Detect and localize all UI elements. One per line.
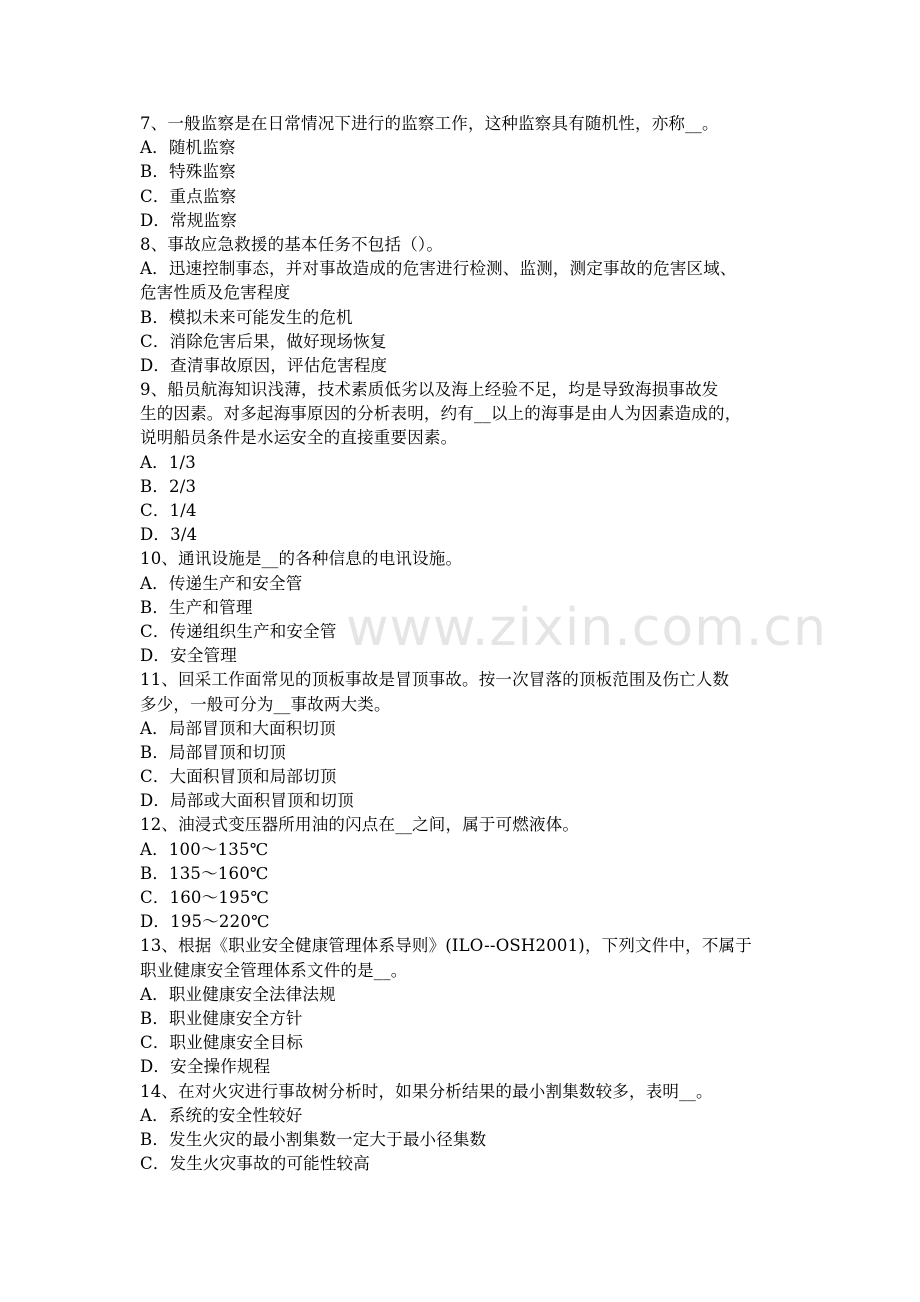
text-line: B．特殊监察 <box>140 162 236 182</box>
text-line: 8、事故应急救援的基本任务不包括（）。 <box>140 234 444 254</box>
text-line: A．100～135℃ <box>140 839 269 859</box>
text-line: 职业健康安全管理体系文件的是__。 <box>140 960 408 980</box>
text-line: B．2/3 <box>140 476 197 496</box>
text-line: C．传递组织生产和安全管 <box>140 621 337 641</box>
text-line: B．模拟未来可能发生的危机 <box>140 307 353 327</box>
text-line: 14、在对火灾进行事故树分析时，如果分析结果的最小割集数较多，表明__。 <box>140 1081 713 1101</box>
text-line: C．重点监察 <box>140 186 237 206</box>
text-line: 多少，一般可分为__事故两大类。 <box>140 694 391 714</box>
text-line: C．160～195℃ <box>140 888 270 907</box>
text-line: 13、根据《职业安全健康管理体系导则》(ILO--OSH2001)，下列文件中，不属于 <box>140 936 752 956</box>
text-line: A．局部冒顶和大面积切顶 <box>140 718 336 738</box>
text-line: 7、一般监察是在日常情况下进行的监察工作，这种监察具有随机性，亦称__。 <box>140 114 719 133</box>
text-line: D．局部或大面积冒顶和切顶 <box>140 791 354 811</box>
text-line: B．局部冒顶和切顶 <box>140 742 286 762</box>
text-line: D．常规监察 <box>140 210 237 230</box>
watermark: www.zixin.com.cn <box>346 598 827 658</box>
text-line: A．传递生产和安全管 <box>140 573 303 593</box>
text-line: C．1/4 <box>140 501 197 520</box>
text-line: D．安全管理 <box>140 646 237 666</box>
text-line: D．3/4 <box>140 525 198 545</box>
text-line: 生的因素。对多起海事原因的分析表明，约有__以上的海事是由人为因素造成的， <box>140 404 742 424</box>
text-line: 11、回采工作面常见的顶板事故是冒顶事故。按一次冒落的顶板范围及伤亡人数 <box>140 670 730 690</box>
text-line: B．职业健康安全方针 <box>140 1008 303 1028</box>
text-line: C．消除危害后果，做好现场恢复 <box>140 331 387 351</box>
text-line: 危害性质及危害程度 <box>140 283 291 303</box>
text-line: 说明船员条件是水运安全的直接重要因素。 <box>140 428 458 448</box>
text-line: C．职业健康安全目标 <box>140 1033 304 1053</box>
text-line: B．生产和管理 <box>140 597 253 617</box>
text-line: A．随机监察 <box>140 138 236 158</box>
text-line: 9、船员航海知识浅薄，技术素质低劣以及海上经验不足，均是导致海损事故发 <box>140 380 719 400</box>
text-line: C．发生火灾事故的可能性较高 <box>140 1154 370 1174</box>
text-line: A．迅速控制事态，并对事故造成的危害进行检测、监测，测定事故的危害区域、 <box>140 259 737 279</box>
text-line: C．大面积冒顶和局部切顶 <box>140 767 337 787</box>
text-line: B．135～160℃ <box>140 863 269 883</box>
text-line: 12、油浸式变压器所用油的闪点在__之间，属于可燃液体。 <box>140 815 580 835</box>
text-line: B．发生火灾的最小割集数一定大于最小径集数 <box>140 1129 487 1149</box>
text-line: A．1/3 <box>140 452 196 472</box>
text-line: D．195～220℃ <box>140 912 270 932</box>
text-line: D．查清事故原因，评估危害程度 <box>140 355 388 375</box>
text-line: A．职业健康安全法律法规 <box>140 984 336 1004</box>
text-line: 10、通讯设施是__的各种信息的电讯设施。 <box>140 549 463 569</box>
text-line: D．安全操作规程 <box>140 1057 271 1077</box>
text-line: A．系统的安全性较好 <box>140 1105 303 1125</box>
